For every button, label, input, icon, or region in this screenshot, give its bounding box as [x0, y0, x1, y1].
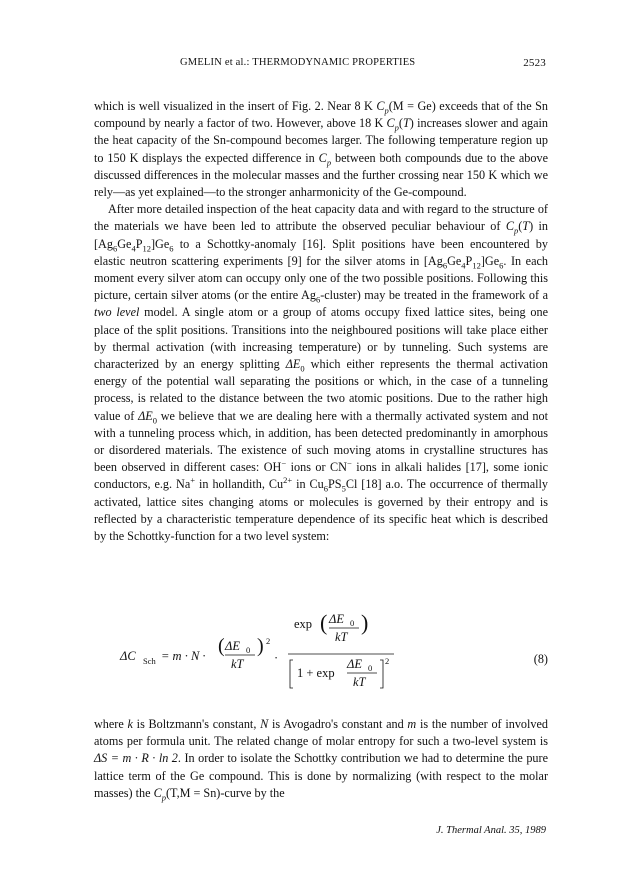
eq-top-paren-close: ): [361, 610, 369, 635]
page-header: [94, 57, 546, 73]
eq-bot-den: kT: [353, 675, 366, 689]
paragraph-1: which is well visualized in the insert of Fig. 2. Near 8 K $C_p(M = Ge)$ exceeds that of the Sn compound by nearly a factor of two. However, above 18 K $C_p(T)$ increases slower and again the heat capacity of the Sn-compound becomes larger. The following temperature region up to 150 K displays the expected difference in $C_p$ between both compounds due to the above discussed differences in the molecular masses and the further crossing near 150 K which we rely—as yet explained—to the stronger anharmonicity of the Ge-compound.: [94, 99, 548, 200]
eq-bracket-power: 2: [385, 656, 390, 666]
schottky-equation: [94, 606, 548, 702]
eq-paren-close: ): [257, 635, 264, 657]
eq-top-num: ΔE: [329, 612, 344, 626]
page-number: 2523: [523, 57, 546, 69]
eq-bot-num-sub: 0: [368, 663, 373, 673]
paragraph-3: where k is Boltzmann's constant, N is Avogadro's constant and m is the number of involved atoms per formula unit. The related change of molar entropy for such a two-level system is ΔS = m · R · ln 2. In order to isolate the Schottky contribution we had to determine the pure lattice term of the Ge compound. This is done by normalizing (with respect to the molar masses) the $C_p(T,M$ = Sn)-curve by the: [94, 717, 548, 803]
equation-svg: [94, 606, 548, 702]
eq-power: 2: [266, 636, 271, 646]
eq-frac-den: kT: [231, 657, 244, 671]
eq-one-plus-exp: 1 + exp: [297, 666, 335, 680]
eq-prefactor: = m · N ·: [161, 649, 206, 663]
journal-citation: J. Thermal Anal. 35, 1989: [436, 825, 546, 836]
eq-lhs-sub: Sch: [143, 656, 156, 666]
eq-bracket-open: [290, 660, 293, 688]
eq-dot: ·: [274, 651, 279, 665]
running-head: GMELIN et al.: THERMODYNAMIC PROPERTIES: [180, 57, 416, 68]
body-text: [94, 98, 548, 545]
eq-bot-num: ΔE: [347, 657, 362, 671]
body-text-after-equation: [94, 716, 548, 802]
eq-top-den: kT: [335, 630, 348, 644]
eq-lhs: ΔC: [120, 649, 136, 663]
eq-top-paren-open: (: [320, 610, 328, 635]
eq-frac-num: ΔE: [225, 639, 240, 653]
equation-number: (8): [533, 652, 548, 666]
eq-frac-num-sub: 0: [246, 645, 251, 655]
eq-paren-open: (: [218, 635, 225, 657]
paragraph-2: After more detailed inspection of the heat capacity data and with regard to the structure of the materials we have been led to attribute the observed peculiar behaviour of $C_p(T)$ in $[Ag_6Ge_4P_{12}]Ge_6$ to a Schottky-anomaly [16]. Split positions have been encountered by elastic neutron scattering experiments [9] for the silver atoms in $[Ag_6Ge_4P_{12}]Ge_6$. In each moment every silver atom can occupy only one of the two possible positions. Following this picture, certain silver atoms (or the entire $Ag_6-cluster$) may be treated in the framework of a two level model. A single atom or a group of atoms occupy fixed lattice sites, being one place of the split positions. Transitions into the neighboured positions will take place either by thermal activation (with increasing temperature) or by tunneling. Such systems are characterized by an energy splitting $\Delta E_0$ which either represents the thermal activation energy of the potential wall separating the positions or which, in the case of a tunneling process, is related to the distance between the two atomic positions. Due to the rather high value of $\Delta E_0$ we believe that we are dealing here with a thermally activated system and not with a tunneling process which, in addition, has been detected predominantly in amorphous or disordered materials. The existence of such moving atoms in crystalline structures has been observed in different cases: OH− ions or CN− ions in alkali halides [17], some ionic conductors, e.g. Na+ in hollandith, $Cu^{2+}$ in $Cu_6PS_5Cl$ [18] a.o. The occurrence of thermally activated, lattice sites changing atoms or molecules is governed by their entropy and is reflected by a characteristic temperature dependence of its specific heat which is described by the Schottky-function for a two level system:: [94, 202, 549, 544]
eq-exp-top: exp: [294, 617, 313, 631]
eq-top-num-sub: 0: [350, 618, 355, 628]
eq-bracket-close: [380, 660, 383, 688]
